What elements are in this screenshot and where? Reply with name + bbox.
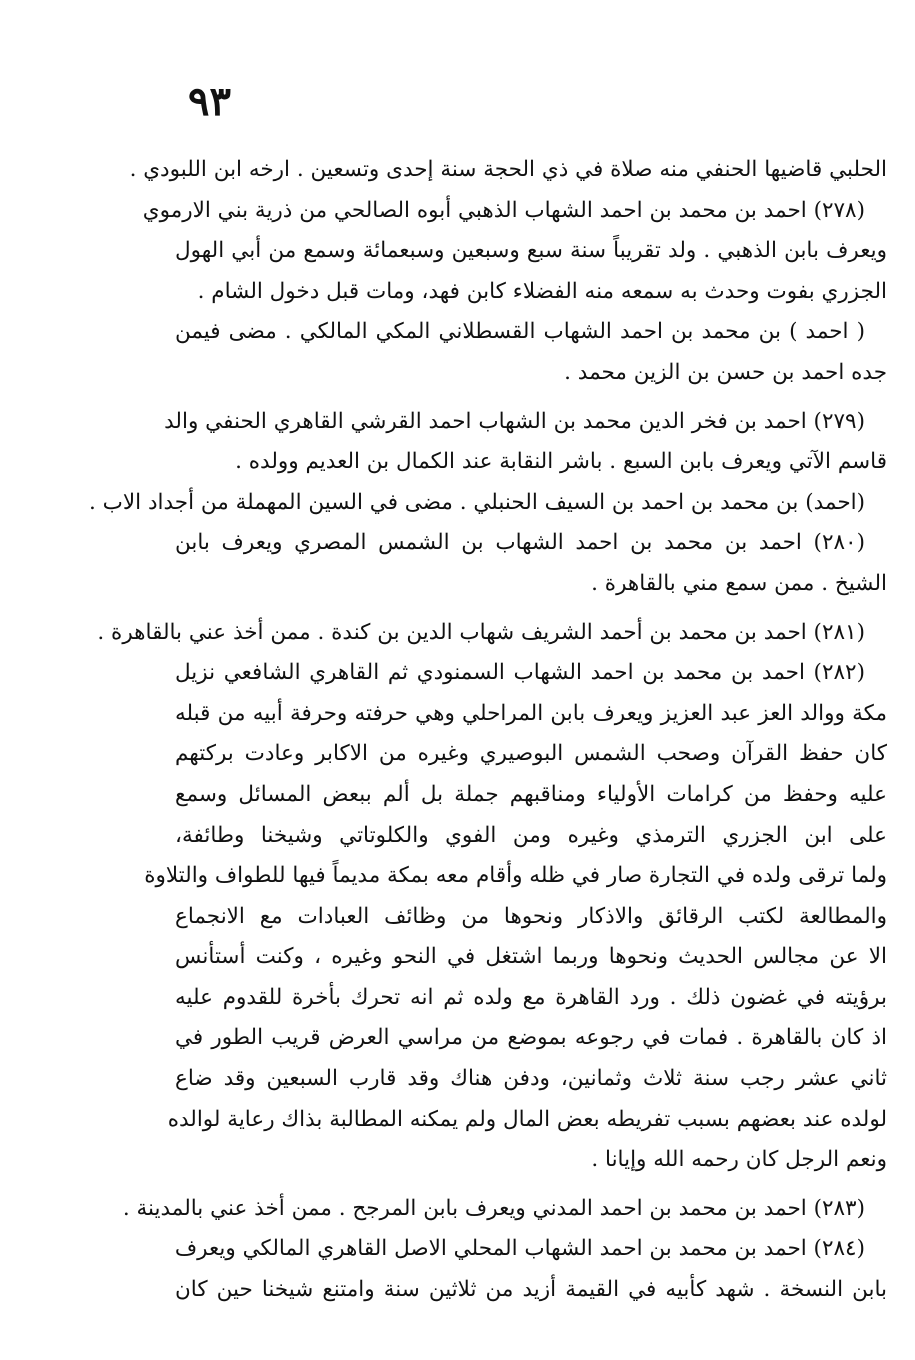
text-line: قاسم الآتي ويعرف بابن السبع . باشر النقابة عند الكمال بن العديم وولده . xyxy=(235,449,887,475)
text-line: (٢٨٤) احمد بن محمد بن احمد الشهاب المحلي الاصل القاهري المالكي ويعرف xyxy=(174,1236,865,1262)
text-line: الجزري بفوت وحدث به سمعه منه الفضلاء كابن فهد، ومات قبل دخول الشام . xyxy=(197,278,887,304)
text-line: (٢٧٩) احمد بن فخر الدين محمد بن الشهاب احمد القرشي القاهري الحنفي والد xyxy=(164,408,865,434)
text-line: ونعم الرجل كان رحمه الله وإيانا . xyxy=(591,1147,887,1173)
text-line: والمطالعة لكتب الرقائق والاذكار ونحوها من وظائف العبادات مع الانجماع xyxy=(175,903,887,929)
text-line: (٢٨٠) احمد بن محمد بن احمد الشهاب بن الشمس المصري ويعرف بابن xyxy=(175,530,865,556)
text-line: (٢٨٢) احمد بن محمد بن احمد الشهاب السمنودي ثم القاهري الشافعي نزيل xyxy=(175,660,865,686)
text-line: الحلبي قاضيها الحنفي منه صلاة في ذي الحجة سنة إحدى وتسعين . ارخه ابن اللبودي . xyxy=(129,157,887,182)
text-line: ( احمد ) بن محمد بن احمد الشهاب القسطلاني المكي المالكي . مضى فيمن xyxy=(175,319,865,345)
text-line: ولما ترقى ولده في التجارة صار في ظله وأقام معه بمكة مديماً فيها للطواف والتلاوة xyxy=(144,863,887,889)
text-line: (٢٧٨) احمد بن محمد بن احمد الشهاب الذهبي أبوه الصالحي من ذرية بني الارموي xyxy=(142,197,865,223)
text-line: اذ كان بالقاهرة . فمات في رجوعه بموضع من مراسي العرض قريب الطور في xyxy=(175,1025,887,1051)
text-line: بابن النسخة . شهد كأبيه في القيمة أزيد من ثلاثين سنة وامتنع شيخنا حين كان xyxy=(175,1277,887,1303)
text-line: جده احمد بن حسن بن الزين محمد . xyxy=(564,359,887,385)
body-text xyxy=(88,150,887,1311)
text-line: عليه وحفظ من كرامات الأولياء ومناقبهم جملة بل ألم ببعض المسائل وسمع xyxy=(175,781,887,807)
text-line: ثاني عشر رجب سنة ثلاث وثمانين، ودفن هناك وقد قارب السبعين وقد ضاع xyxy=(175,1066,887,1092)
text-line: لولده عند بعضهم بسبب تفريطه بعض المال ولم يمكنه المطالبة بذاك رعاية لوالده xyxy=(167,1106,887,1132)
text-line: برؤيته في غضون ذلك . ورد القاهرة مع ولده ثم انه تحرك بأخرة للقدوم عليه xyxy=(175,984,887,1010)
text-line: كان حفظ القرآن وصحب الشمس البوصيري وغيره من الاكابر وعادت بركتهم xyxy=(175,741,887,767)
text-line: (٢٨٣) احمد بن محمد بن احمد المدني ويعرف بابن المرجح . ممن أخذ عني بالمدينة . xyxy=(122,1195,865,1221)
text-line: (٢٨١) احمد بن محمد بن أحمد الشريف شهاب الدين بن كندة . ممن أخذ عني بالقاهرة . xyxy=(97,619,865,645)
text-line: على ابن الجزري الترمذي وغيره ومن الفوي والكلوتاتي وشيخنا وطائفة، xyxy=(175,822,887,848)
text-line: (احمد) بن محمد بن احمد بن السيف الحنبلي . مضى في السين المهملة من أجداد الاب . xyxy=(88,489,865,515)
page-number: ٩٣ xyxy=(188,78,231,125)
text-line: ويعرف بابن الذهبي . ولد تقريباً سنة سبع وسبعين وسبعمائة وسمع من أبي الهول xyxy=(175,238,887,264)
text-line: الشيخ . ممن سمع مني بالقاهرة . xyxy=(591,570,887,596)
text-line: الا عن مجالس الحديث ونحوها وربما اشتغل في النحو وغيره ، وكنت أستأنس xyxy=(175,944,887,970)
text-line: مكة ووالد العز عبد العزيز ويعرف بابن المراحلي وهي حرفته وحرفة أبيه من قبله xyxy=(175,700,887,726)
